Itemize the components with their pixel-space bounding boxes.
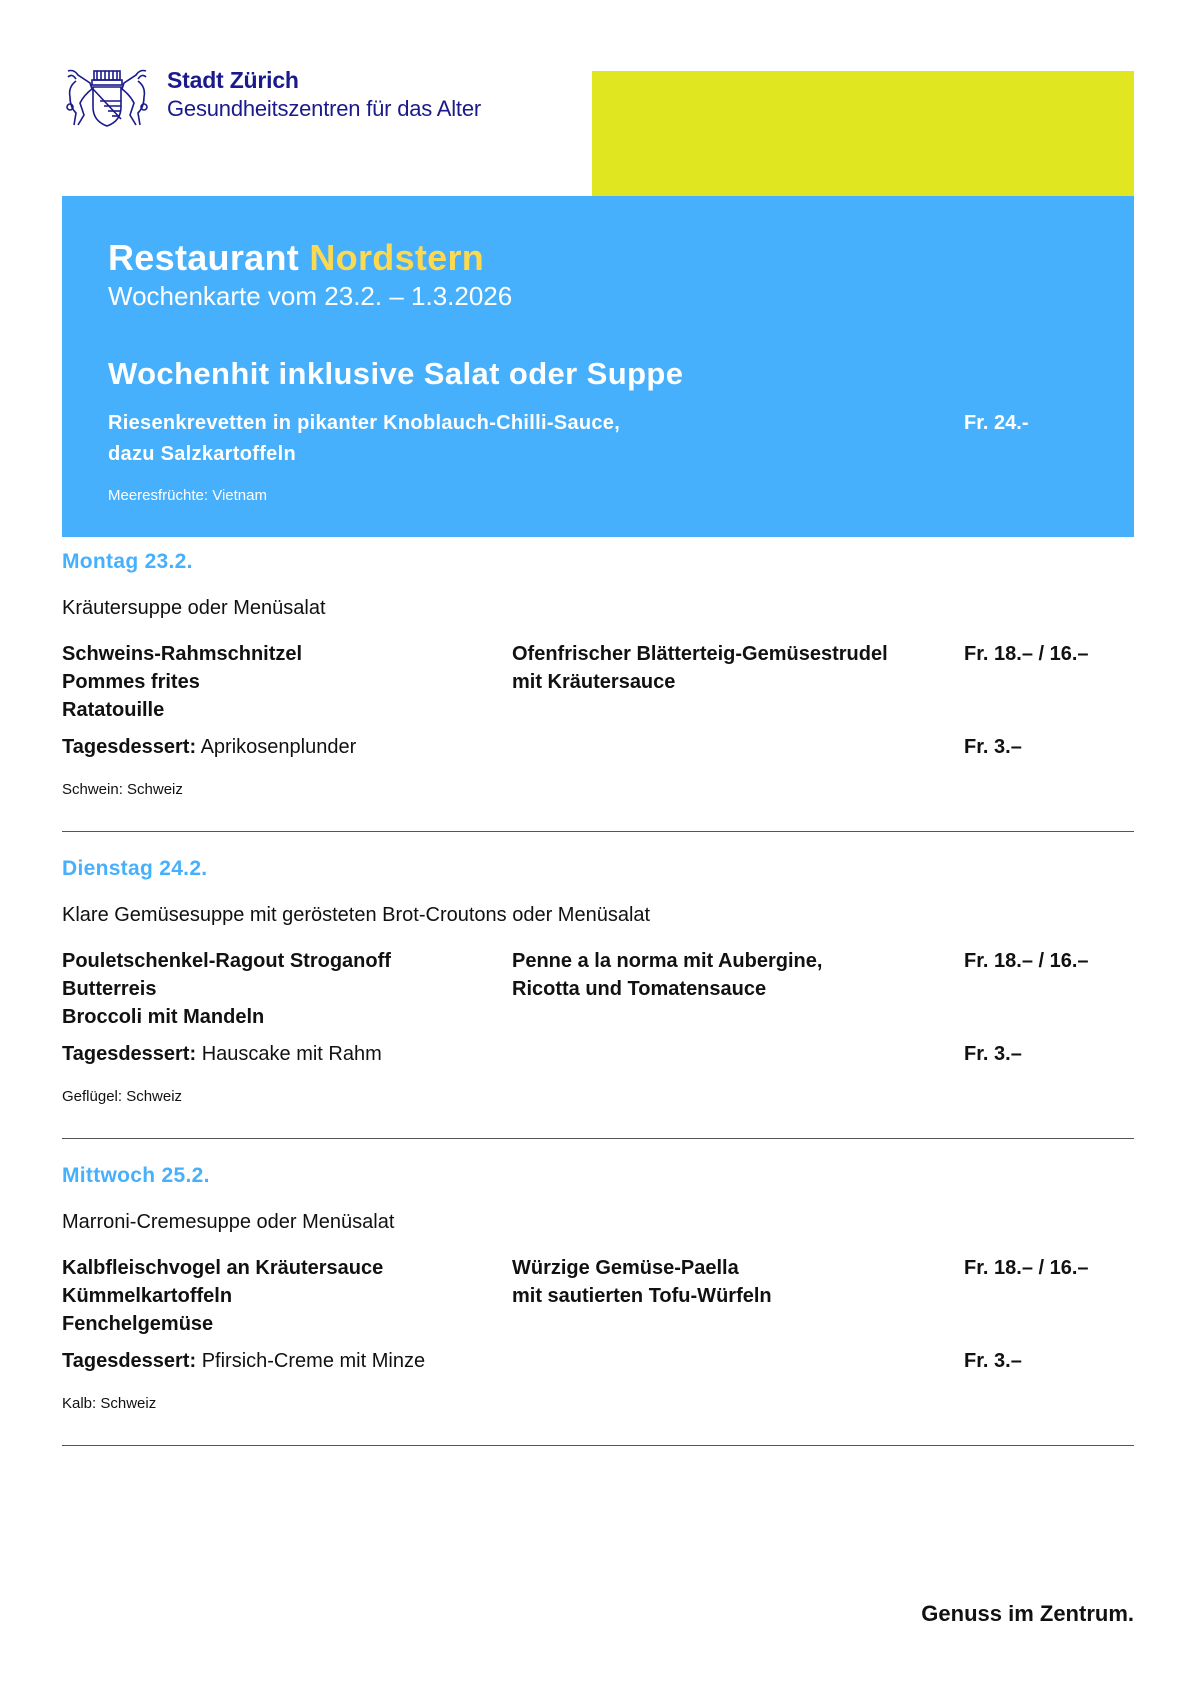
- soup-option: Marroni-Cremesuppe oder Menüsalat: [62, 1211, 395, 1233]
- dessert-label: Tagesdessert:: [62, 1350, 197, 1372]
- organization-header: [167, 66, 481, 124]
- dessert: [62, 1347, 425, 1375]
- section-divider: [62, 1445, 1134, 1446]
- menu-line: Broccoli mit Mandeln: [62, 1006, 265, 1028]
- soup-option: Klare Gemüsesuppe mit gerösteten Brot-Croutons oder Menüsalat: [62, 904, 651, 926]
- org-subtitle: Gesundheitszentren für das Alter: [167, 96, 482, 121]
- day-heading: Dienstag 24.2.: [62, 857, 208, 880]
- menu-line: Fenchelgemüse: [62, 1313, 214, 1335]
- menu-price: Fr. 18.– / 16.–: [964, 950, 1089, 972]
- menu-line: Pommes frites: [62, 671, 200, 693]
- dessert-name: Hauscake mit Rahm: [201, 1043, 382, 1065]
- vegetarian-menu: [512, 1254, 952, 1310]
- menu-line: Schweins-Rahmschnitzel: [62, 643, 303, 665]
- soup-option: Kräutersuppe oder Menüsalat: [62, 597, 326, 619]
- menu-price: Fr. 18.– / 16.–: [964, 643, 1089, 665]
- weekly-hit-title: Wochenhit inklusive Salat oder Suppe: [108, 356, 684, 391]
- meat-menu: [62, 947, 502, 1031]
- dessert-price: Fr. 3.–: [964, 1350, 1022, 1372]
- vegetarian-menu: [512, 947, 952, 1003]
- menu-line: mit sautierten Tofu-Würfeln: [512, 1285, 772, 1307]
- dessert-price: Fr. 3.–: [964, 736, 1022, 758]
- menu-line: Penne a la norma mit Aubergine,: [512, 950, 823, 972]
- dessert-price: Fr. 3.–: [964, 1043, 1022, 1065]
- meat-menu: [62, 640, 502, 724]
- dessert-label: Tagesdessert:: [62, 1043, 197, 1065]
- weekly-hit-price: Fr. 24.-: [964, 412, 1029, 434]
- org-name: Stadt Zürich: [167, 67, 299, 93]
- dessert: [62, 733, 356, 761]
- meat-origin: Kalb: Schweiz: [62, 1395, 157, 1412]
- menu-line: Kalbfleischvogel an Kräutersauce: [62, 1257, 384, 1279]
- vegetarian-menu: [512, 640, 952, 696]
- menu-line: Pouletschenkel-Ragout Stroganoff: [62, 950, 391, 972]
- dessert-label: Tagesdessert:: [62, 736, 197, 758]
- day-heading: Mittwoch 25.2.: [62, 1164, 210, 1187]
- zurich-coat-of-arms-icon: [64, 67, 150, 129]
- section-divider: [62, 831, 1134, 832]
- menu-line: Ricotta und Tomatensauce: [512, 978, 767, 1000]
- menu-line: Ratatouille: [62, 699, 165, 721]
- dessert-name: Aprikosenplunder: [200, 736, 357, 758]
- menu-line: mit Kräutersauce: [512, 671, 676, 693]
- footer-claim: Genuss im Zentrum.: [921, 1601, 1134, 1626]
- dish-line: dazu Salzkartoffeln: [108, 443, 296, 465]
- menu-line: Würzige Gemüse-Paella: [512, 1257, 739, 1279]
- day-heading: Montag 23.2.: [62, 550, 193, 573]
- restaurant-title: [108, 236, 484, 280]
- menu-line: Ofenfrischer Blätterteig-Gemüsestrudel: [512, 643, 888, 665]
- week-range: Wochenkarte vom 23.2. – 1.3.2026: [108, 281, 513, 311]
- hero-banner: [62, 196, 1134, 537]
- meat-menu: [62, 1254, 502, 1338]
- meat-origin: Geflügel: Schweiz: [62, 1088, 183, 1105]
- title-accent: Nordstern: [309, 237, 485, 278]
- decorative-yellow-block: [592, 71, 1134, 196]
- menu-price: Fr. 18.– / 16.–: [964, 1257, 1089, 1279]
- menu-line: Kümmelkartoffeln: [62, 1285, 233, 1307]
- dessert-name: Pfirsich-Creme mit Minze: [201, 1350, 426, 1372]
- weekly-hit-origin: Meeresfrüchte: Vietnam: [108, 487, 267, 504]
- weekly-hit-dish: [108, 408, 808, 470]
- dessert: [62, 1040, 382, 1068]
- menu-line: Butterreis: [62, 978, 157, 1000]
- dish-line: Riesenkrevetten in pikanter Knoblauch-Chilli-Sauce,: [108, 412, 621, 434]
- section-divider: [62, 1138, 1134, 1139]
- meat-origin: Schwein: Schweiz: [62, 781, 183, 798]
- title-main: Restaurant: [108, 237, 300, 278]
